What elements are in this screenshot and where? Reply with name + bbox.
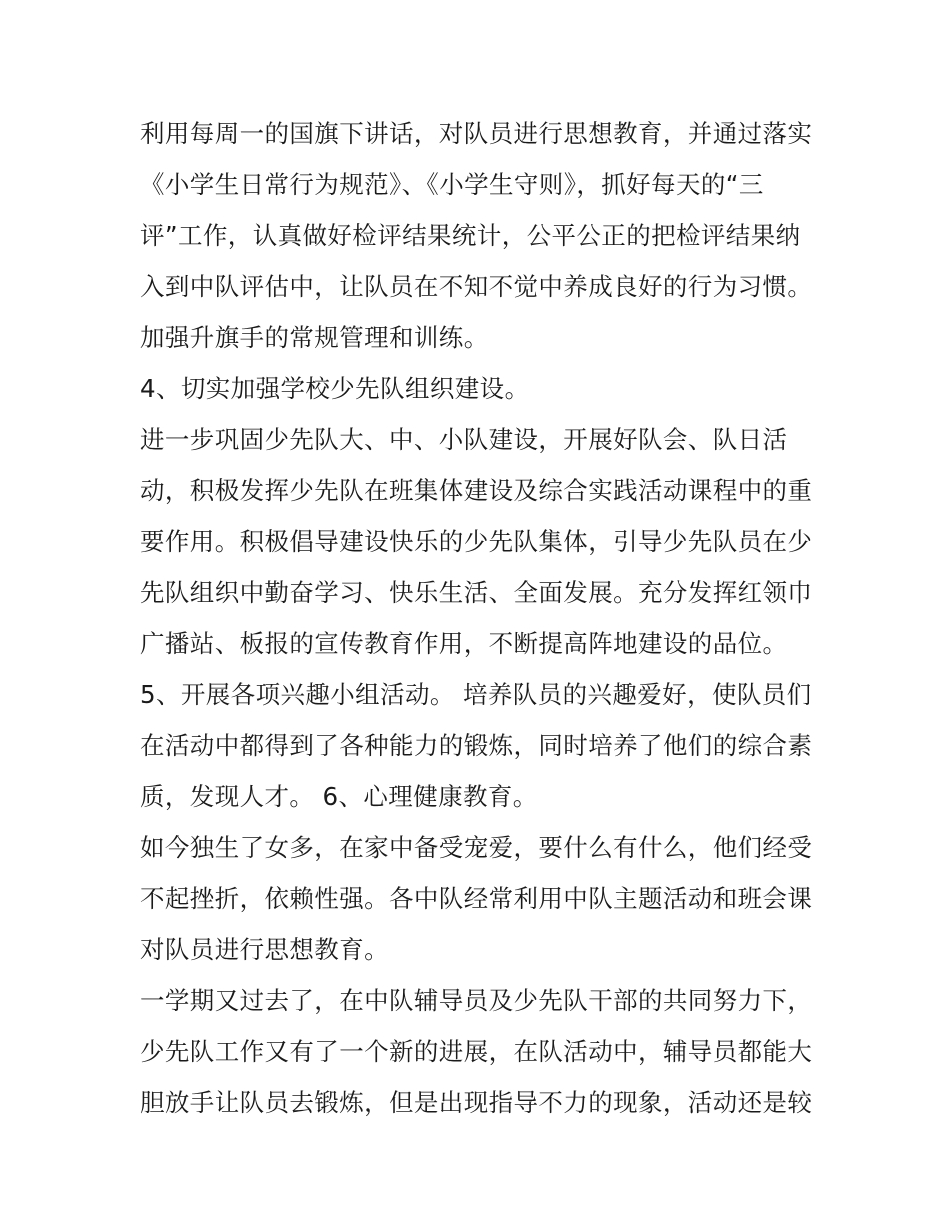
text-line: 加强升旗手的常规管理和训练。 xyxy=(140,323,489,352)
text-line: 先队组织中勤奋学习、快乐生活、全面发展。充分发挥红领巾 xyxy=(140,578,813,607)
text-line: 评”工作，认真做好检评结果统计，公平公正的把检评结果纳 xyxy=(140,221,801,250)
text-line: 少先队工作又有了一个新的进展，在队活动中，辅导员都能大 xyxy=(140,1037,813,1066)
section-heading-4: 4、切实加强学校少先队组织建设。 xyxy=(140,374,530,403)
text-line: 一学期又过去了，在中队辅导员及少先队干部的共同努力下， xyxy=(140,986,813,1015)
text-line: 不起挫折，依赖性强。各中队经常利用中队主题活动和班会课 xyxy=(140,884,813,913)
text-line: 质，发现人才。 6、心理健康教育。 xyxy=(140,782,538,811)
text-line: 广播站、板报的宣传教育作用，不断提高阵地建设的品位。 xyxy=(140,629,788,658)
text-line: 如今独生了女多，在家中备受宠爱，要什么有什么，他们经受 xyxy=(140,833,813,862)
text-line: 对队员进行思想教育。 xyxy=(140,935,389,964)
text-line: 入到中队评估中，让队员在不知不觉中养成良好的行为习惯。 xyxy=(140,272,813,301)
text-line: 进一步巩固少先队大、中、小队建设，开展好队会、队日活 xyxy=(140,425,788,454)
text-line: 利用每周一的国旗下讲话，对队员进行思想教育，并通过落实 xyxy=(140,119,813,148)
text-line: 《小学生日常行为规范》、《小学生守则》，抓好每天的“三 xyxy=(140,170,764,199)
section-heading-5: 5、开展各项兴趣小组活动。 培养队员的兴趣爱好，使队员们 xyxy=(140,680,812,709)
text-line: 动，积极发挥少先队在班集体建设及综合实践活动课程中的重 xyxy=(140,476,813,505)
text-line: 要作用。积极倡导建设快乐的少先队集体，引导少先队员在少 xyxy=(140,527,813,556)
text-line: 在活动中都得到了各种能力的锻炼，同时培养了他们的综合素 xyxy=(140,731,813,760)
document-body xyxy=(140,108,820,1128)
text-line: 胆放手让队员去锻炼，但是出现指导不力的现象，活动还是较 xyxy=(140,1088,813,1117)
